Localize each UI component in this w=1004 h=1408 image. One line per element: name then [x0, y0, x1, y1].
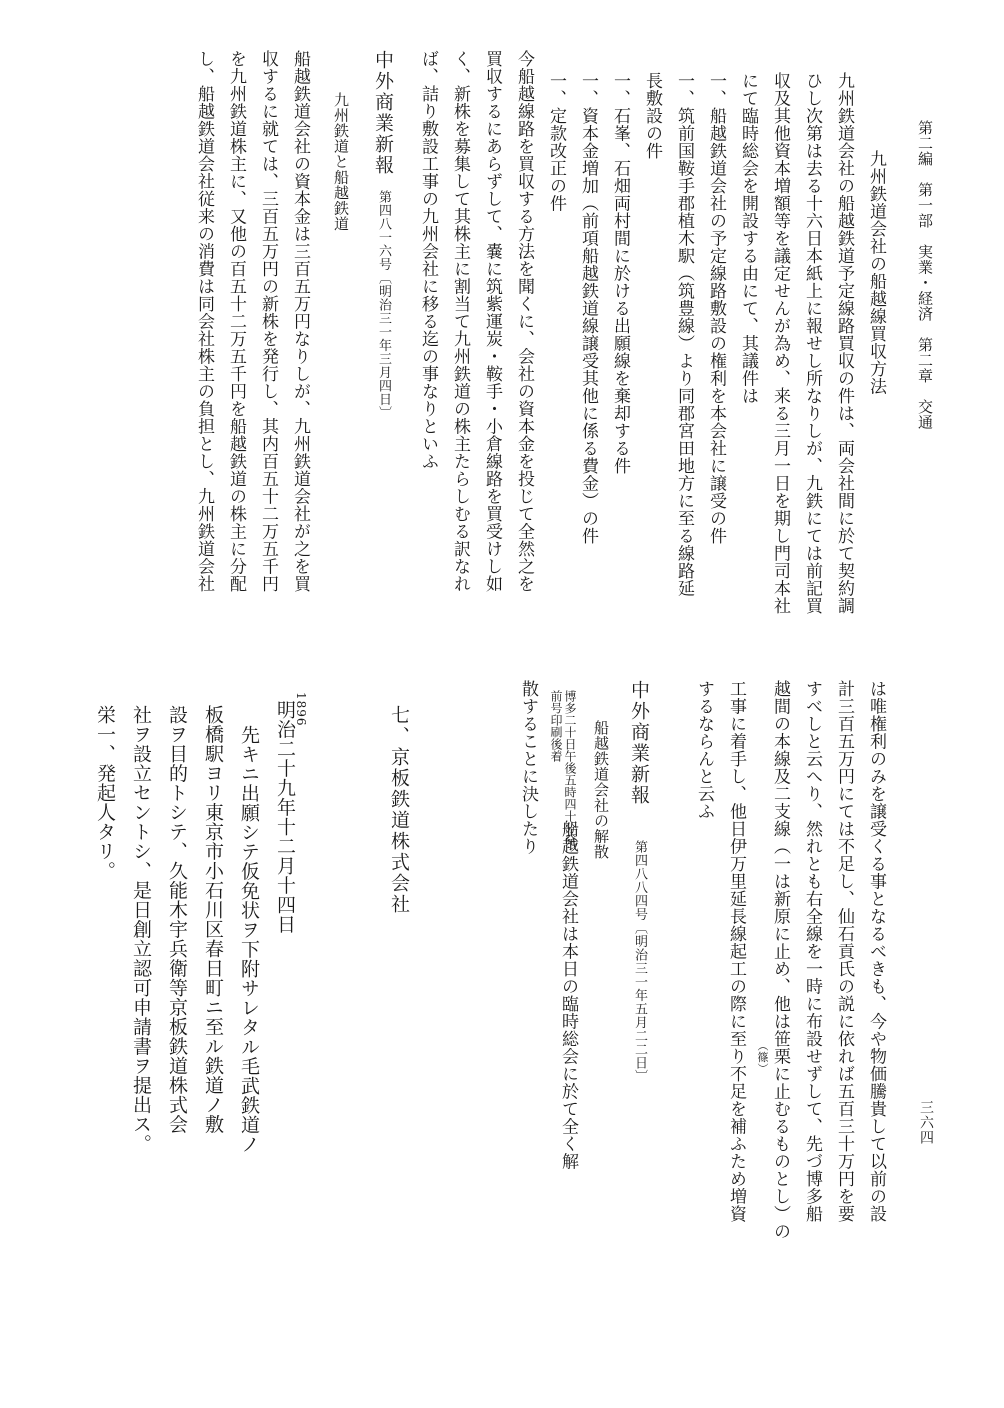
- source-issue: 第四八一六号〔明治三一年三月四日〕: [376, 190, 391, 420]
- dateline-2: 前号印刷後着: [549, 690, 563, 762]
- upper-line: ひし次第は去る十六日本紙上に報せし所なりしが、九鉄にては前記買: [802, 72, 822, 615]
- date-line: 明治二十九年十二月十四日: [274, 700, 296, 934]
- section-title: 九州鉄道会社の船越線買収方法: [866, 150, 886, 395]
- body-line: 設ヲ目的トシテ、久能木宇兵衛等京板鉄道株式会: [166, 705, 188, 1134]
- upper-line: 収及其他資本増額等を議定せんが為め、来る三月一日を期し門司本社: [770, 72, 790, 615]
- upper-line: 一、資本金増加（前項船越鉄道線譲受其他に係る費金）の件: [578, 72, 598, 545]
- dateline-1: 博多二十日午後五時四十分発: [563, 690, 577, 846]
- article-title: 九州鉄道と船越鉄道: [332, 92, 350, 232]
- section-heading: 七、京板鉄道株式会社: [388, 705, 410, 915]
- body-line: 栄一、発起人タリ。: [94, 705, 116, 881]
- lower-line: すべしと云へり、然れとも右全線を一時に布設せずして、先づ博多船: [802, 680, 822, 1223]
- upper-line: 一、船越鉄道会社の予定線路敷設の権利を本会社に譲受の件: [706, 72, 726, 545]
- upper-line: 今船越線路を買収する方法を聞くに、会社の資本金を投じて全然之を: [514, 50, 534, 593]
- article-line: 船越鉄道会社の資本金は三百五万円なりしが、九州鉄道会社が之を買: [290, 50, 310, 593]
- running-head: 第二編 第一部 実業・経済 第二章 交通: [916, 120, 934, 430]
- article-text: 散することに決したり: [518, 680, 538, 855]
- lower-line: 越間の本線及二支線（一は新原に止め、他は笹栗に止むるものとし）の: [770, 680, 790, 1240]
- lower-line: 工事に着手し、他日伊万里延長線起工の際に至り不足を補ふため増資: [726, 680, 746, 1223]
- source-name: 中外商業新報: [372, 50, 394, 176]
- body-line: 社ヲ設立セントシ、是日創立認可申請書ヲ提出ス。: [130, 705, 152, 1154]
- annotation: （篠）: [756, 1040, 769, 1075]
- lower-line: 計三百五万円にては不足し、仙石貢氏の説に依れば五百三十万円を要: [834, 680, 854, 1223]
- upper-line: 九州鉄道会社の船越鉄道予定線路買収の件は、両会社間に於て契約調: [834, 72, 854, 615]
- body-line: 板橋駅ヨリ東京市小石川区春日町ニ至ル鉄道ノ敷: [202, 705, 224, 1134]
- upper-line: 一、定款改正の件: [546, 72, 566, 212]
- source-issue: 第四八八四号〔明治三一年五月二二日〕: [632, 840, 647, 1083]
- page-number: 三六四: [918, 1100, 934, 1145]
- upper-line: 一、石峯、石畑両村間に於ける出願線を棄却する件: [610, 72, 630, 475]
- lower-line: は唯権利のみを譲受くる事となるべきも、今や物価騰貴して以前の設: [866, 680, 886, 1223]
- article-line: 収するに就ては、三百五万円の新株を発行し、其内百五十二万五千円: [258, 50, 278, 593]
- upper-line: ば、詰り敷設工事の九州会社に移る迄の事なりといふ: [418, 50, 438, 470]
- year-note: 1896: [294, 692, 308, 727]
- article-line: を九州鉄道株主に、又他の百五十二万五千円を船越鉄道の株主に分配: [226, 50, 246, 593]
- source-name: 中外商業新報: [628, 680, 650, 806]
- upper-line: 買収するにあらずして、嚢に筑紫運炭・鞍手・小倉線路を買受けし如: [482, 50, 502, 593]
- article-text: 船越鉄道会社は本日の臨時総会に於て全く解: [558, 820, 578, 1170]
- lower-line: するならんと云ふ: [694, 680, 714, 820]
- upper-line: く、新株を募集して其株主に割当て九州鉄道の株主たらしむる訳なれ: [450, 50, 470, 593]
- upper-line: にて臨時総会を開設する由にて、其議件は: [738, 72, 758, 405]
- article-line: し、船越鉄道会社従来の消費は同会社株主の負担とし、九州鉄道会社: [194, 50, 214, 593]
- body-line: 先キニ出願シテ仮免状ヲ下附サレタル毛武鉄道ノ: [238, 725, 260, 1154]
- upper-line: 一、筑前国鞍手郡植木駅（筑豊線）より同郡宮田地方に至る線路延: [674, 72, 694, 597]
- article-title: 船越鉄道会社の解散: [592, 720, 610, 860]
- upper-line: 長敷設の件: [642, 72, 662, 160]
